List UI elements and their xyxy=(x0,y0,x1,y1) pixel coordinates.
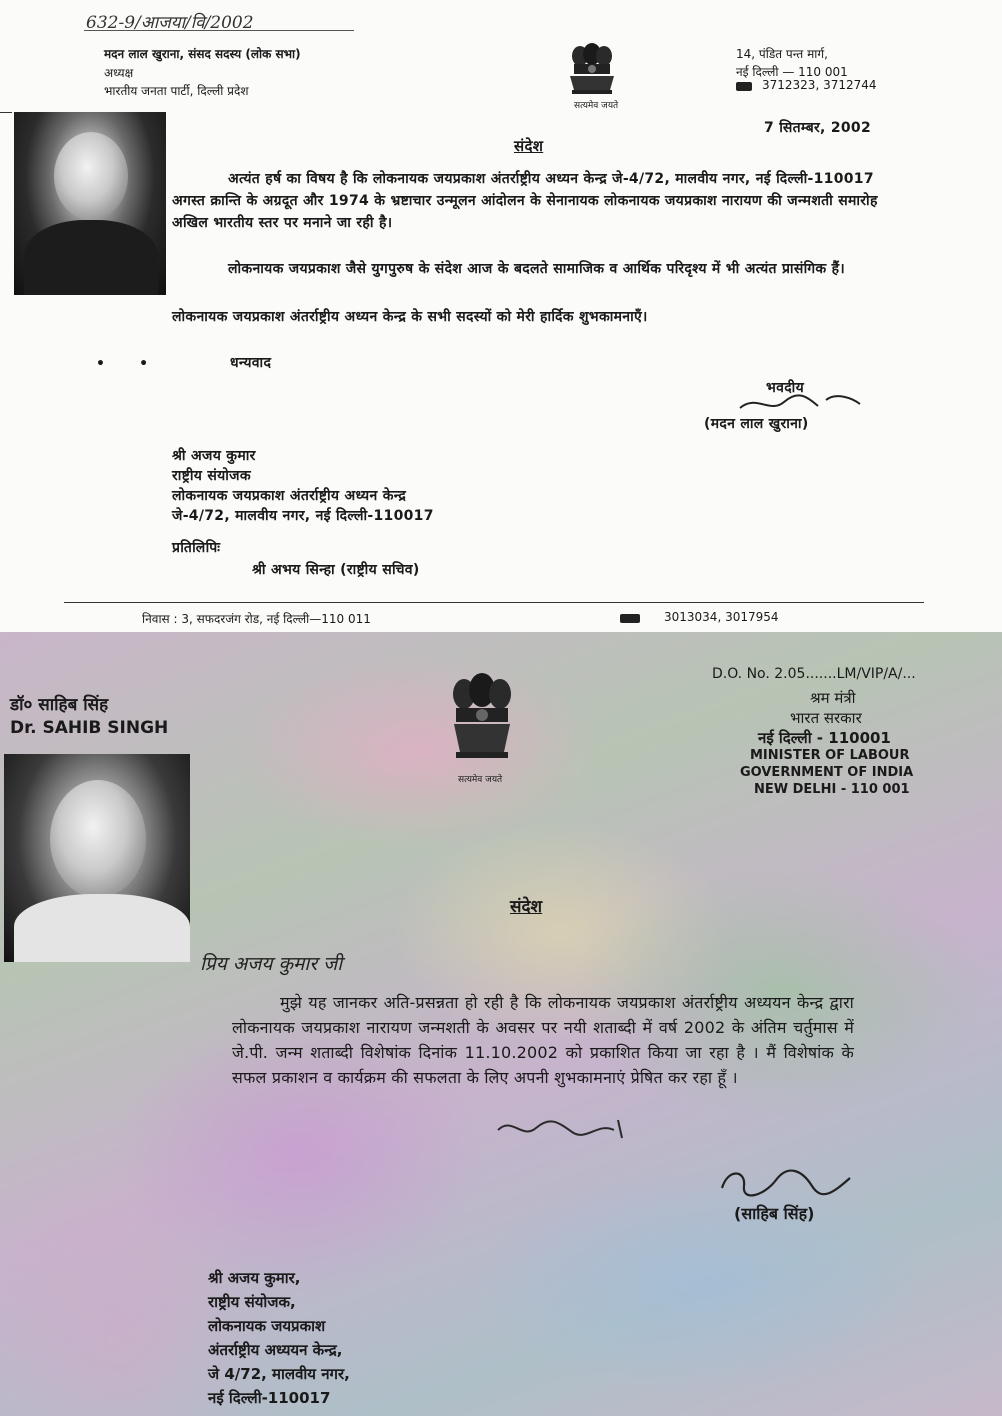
footer-divider xyxy=(64,602,924,603)
signatory-name: (साहिब सिंह) xyxy=(734,1204,815,1223)
sender-name-english: Dr. SAHIB SINGH xyxy=(10,718,169,738)
recipient-line-5: जे 4/72, मालवीय नगर, xyxy=(208,1365,350,1383)
ministry-hindi-1: श्रम मंत्री xyxy=(810,689,856,707)
phone-icon xyxy=(620,614,640,623)
phone-icon xyxy=(736,82,752,91)
ministry-english-3: NEW DELHI - 110 001 xyxy=(754,782,910,797)
copy-recipient: श्री अभय सिन्हा (राष्ट्रीय सचिव) xyxy=(252,562,420,578)
letter-heading: संदेश xyxy=(514,137,544,155)
sender-org: भारतीय जनता पार्टी, दिल्ली प्रदेश xyxy=(104,84,249,98)
ministry-hindi-3: नई दिल्ली - 110001 xyxy=(758,729,891,747)
sender-role: अध्यक्ष xyxy=(104,66,134,80)
letter-date: 7 सितम्बर, 2002 xyxy=(764,120,872,136)
recipient-line-1: श्री अजय कुमार xyxy=(172,448,256,464)
closing-text: भवदीय xyxy=(766,380,805,396)
bullet-marks: • • xyxy=(96,356,149,372)
recipient-line-2: राष्ट्रीय संयोजक, xyxy=(208,1293,296,1311)
phone-numbers: 3712323, 3712744 xyxy=(762,78,877,92)
handwritten-reference: 632-9/आजया/वि/2002 xyxy=(86,13,254,33)
recipient-line-3: लोकनायक जयप्रकाश अंतर्राष्ट्रीय अध्यन केन्द्र xyxy=(172,488,407,504)
national-emblem-icon xyxy=(566,42,618,98)
ministry-hindi-2: भारत सरकार xyxy=(790,709,862,727)
signature-handwritten-mark xyxy=(494,1112,634,1148)
salutation: प्रिय अजय कुमार जी xyxy=(200,953,343,975)
sender-name-hindi: डॉ० साहिब सिंह xyxy=(10,695,109,715)
ref-underline xyxy=(84,30,354,31)
paragraph-1: अत्यंत हर्ष का विषय है कि लोकनायक जयप्रकाश अंतर्राष्ट्रीय अध्यन केन्द्र जे-4/72, मालवीय नगर, नई दिल्ली-110017 अगस्त क्रान्ति के अग्रदूत और 1974 के भ्रष्टाचार उन्मूलन आंदोलन के सेनानायक लोकनायक जयप्रकाश नारायण की जन्मशती समारोह अखिल भारतीय स्तर पर मनाने जा रही है। xyxy=(172,171,878,231)
footer-residence: निवास : 3, सफदरजंग रोड, नई दिल्ली—110 011 xyxy=(142,612,371,626)
signature-sahib-singh xyxy=(716,1162,856,1206)
letter-heading: संदेश xyxy=(510,897,543,917)
thanks-text: धन्यवाद xyxy=(230,355,272,371)
address-line1: 14, पंडित पन्त मार्ग, xyxy=(736,47,828,61)
emblem-motto: सत्यमेव जयते xyxy=(458,775,503,785)
ministry-english-1: MINISTER OF LABOUR xyxy=(750,748,910,763)
recipient-line-6: नई दिल्ली-110017 xyxy=(208,1389,331,1407)
recipient-line-2: राष्ट्रीय संयोजक xyxy=(172,468,251,484)
photo-madan-lal-khurana xyxy=(14,112,166,295)
recipient-line-4: जे-4/72, मालवीय नगर, नई दिल्ली-110017 xyxy=(172,508,434,524)
photo-sahib-singh xyxy=(4,754,190,962)
paragraph-2: लोकनायक जयप्रकाश जैसे युगपुरुष के संदेश आज के बदलते सामाजिक व आर्थिक परिदृश्य में भी अत्यंत प्रासंगिक हैं। xyxy=(228,261,845,277)
message-body: मुझे यह जानकर अति-प्रसन्नता हो रही है कि लोकनायक जयप्रकाश अंतर्राष्ट्रीय अध्ययन केन्द्र द्वारा लोकनायक जयप्रकाश नारायण जन्मशती के अवसर पर नयी शताब्दी में वर्ष 2002 के अंतिम चर्तुमास में जे.पी. जन्म शताब्दी विशेषांक दिनांक 11.10.2002 को प्रकाशित किया जा रहा है । मैं विशेषांक के सफल प्रकाशन व कार्यक्रम की सफलता के लिए अपनी शुभकामनाएं प्रेषित कर रहा हूँ । xyxy=(232,993,854,1087)
paragraph-3: लोकनायक जयप्रकाश अंतर्राष्ट्रीय अध्यन केन्द्र के सभी सदस्यों को मेरी हार्दिक शुभकामनाएँ। xyxy=(172,309,648,325)
copy-label: प्रतिलिपिः xyxy=(172,540,221,556)
ministry-english-2: GOVERNMENT OF INDIA xyxy=(740,765,914,780)
sender-name: मदन लाल खुराना, संसद सदस्य (लोक सभा) xyxy=(104,47,301,61)
footer-phone: 3013034, 3017954 xyxy=(664,610,779,624)
margin-rule xyxy=(0,112,12,113)
letter-sahib-singh xyxy=(0,632,1002,1416)
do-number: D.O. No. 2.05.......LM/VIP/A/... xyxy=(712,666,916,682)
recipient-line-3: लोकनायक जयप्रकाश xyxy=(208,1317,326,1335)
national-emblem-icon xyxy=(446,672,518,772)
signatory-name: (मदन लाल खुराना) xyxy=(704,416,809,432)
address-line2: नई दिल्ली — 110 001 xyxy=(736,65,848,79)
recipient-line-4: अंतर्राष्ट्रीय अध्ययन केन्द्र, xyxy=(208,1341,343,1359)
emblem-motto: सत्यमेव जयते xyxy=(574,101,619,111)
letter-madan-lal-khurana xyxy=(0,0,1002,632)
recipient-line-1: श्री अजय कुमार, xyxy=(208,1269,301,1287)
